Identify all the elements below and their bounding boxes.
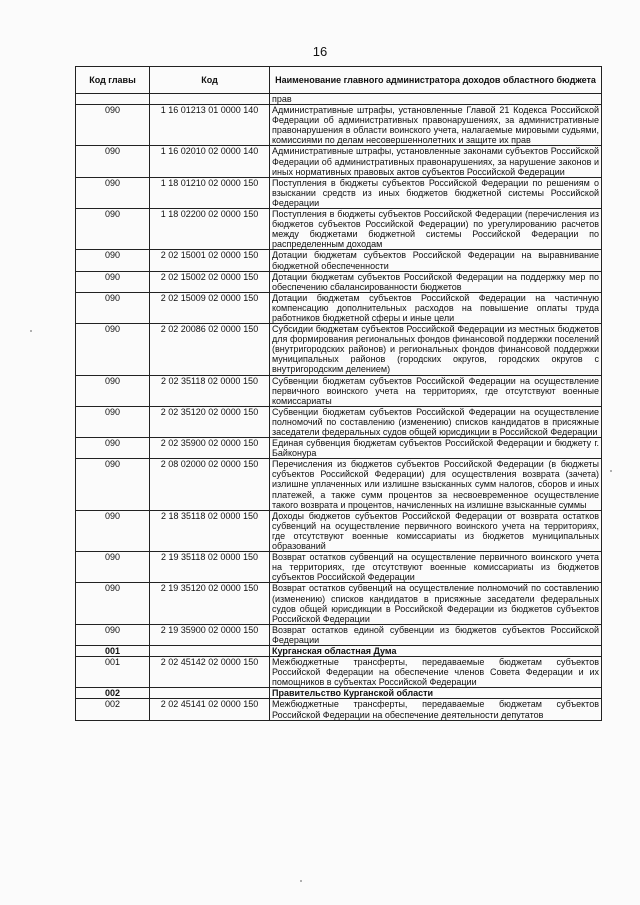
budget-code-cell: 1 16 02010 02 0000 140 xyxy=(150,146,270,177)
administrator-name-cell: Дотации бюджетам субъектов Российской Федерации на частичную компенсацию дополнительных расходов на повышение оплаты труда работников бюджетной сферы и иные цели xyxy=(270,292,602,323)
administrator-name-cell: Субвенции бюджетам субъектов Российской Федерации на осуществление первичного воинского учета на территориях, где отсутствуют военные комиссариаты xyxy=(270,375,602,406)
budget-code-cell: 2 19 35900 02 0000 150 xyxy=(150,624,270,645)
budget-code-cell xyxy=(150,94,270,105)
table-section-row xyxy=(76,645,602,656)
revenue-administrators-table xyxy=(75,66,602,721)
administrator-name-cell: Межбюджетные трансферты, передаваемые бюджетам субъектов Российской Федерации на обеспечение деятельности депутатов xyxy=(270,699,602,720)
administrator-name-cell: Дотации бюджетам субъектов Российской Федерации на поддержку мер по обеспечению сбалансированности бюджетов xyxy=(270,271,602,292)
chapter-code-cell: 090 xyxy=(76,177,150,208)
chapter-code-cell: 090 xyxy=(76,250,150,271)
budget-code-cell: 1 18 01210 02 0000 150 xyxy=(150,177,270,208)
budget-code-cell: 2 02 15002 02 0000 150 xyxy=(150,271,270,292)
budget-code-cell: 1 18 02200 02 0000 150 xyxy=(150,209,270,250)
table-header-row xyxy=(76,67,602,94)
budget-code-cell: 2 02 15001 02 0000 150 xyxy=(150,250,270,271)
scan-speck xyxy=(30,330,32,332)
administrator-name-cell: Поступления в бюджеты субъектов Российской Федерации по решениям о взыскании средств из иных бюджетов бюджетной системы Российской Федерации xyxy=(270,177,602,208)
table-row xyxy=(76,292,602,323)
table-row xyxy=(76,657,602,688)
administrator-name-cell: Межбюджетные трансферты, передаваемые бюджетам субъектов Российской Федерации на обеспечение членов Совета Федерации и их помощников в субъектах Российской Федерации xyxy=(270,657,602,688)
administrator-name-cell: Административные штрафы, установленные Главой 21 Кодекса Российской Федерации об административных правонарушениях, за административные правонарушения в области воинского учета, налагаемые мировыми судьями, комиссиями по делам несовершеннолетних и защите их прав xyxy=(270,105,602,146)
table-section-row xyxy=(76,688,602,699)
chapter-code-cell: 090 xyxy=(76,105,150,146)
header-code: Код xyxy=(150,67,270,94)
chapter-code-cell: 090 xyxy=(76,324,150,375)
budget-code-cell: 2 19 35120 02 0000 150 xyxy=(150,583,270,624)
table-row xyxy=(76,250,602,271)
chapter-code-cell: 090 xyxy=(76,146,150,177)
administrator-name-cell: Курганская областная Дума xyxy=(270,645,602,656)
budget-code-cell: 2 02 45141 02 0000 150 xyxy=(150,699,270,720)
administrator-name-cell: Административные штрафы, установленные законами субъектов Российской Федерации об административных правонарушениях, за нарушение законов и иных нормативных правовых актов субъектов Российской Федерации xyxy=(270,146,602,177)
chapter-code-cell: 090 xyxy=(76,459,150,510)
chapter-code-cell: 090 xyxy=(76,552,150,583)
table-row xyxy=(76,105,602,146)
budget-code-cell: 2 08 02000 02 0000 150 xyxy=(150,459,270,510)
header-chapter-code: Код главы xyxy=(76,67,150,94)
budget-code-cell: 2 02 20086 02 0000 150 xyxy=(150,324,270,375)
budget-code-cell: 2 02 35120 02 0000 150 xyxy=(150,406,270,437)
table-row xyxy=(76,406,602,437)
chapter-code-cell: 002 xyxy=(76,699,150,720)
chapter-code-cell: 090 xyxy=(76,406,150,437)
table-row xyxy=(76,94,602,105)
chapter-code-cell: 090 xyxy=(76,510,150,551)
chapter-code-cell: 001 xyxy=(76,657,150,688)
page-number: 16 xyxy=(312,44,328,59)
table-row xyxy=(76,271,602,292)
chapter-code-cell: 090 xyxy=(76,438,150,459)
administrator-name-cell: Дотации бюджетам субъектов Российской Федерации на выравнивание бюджетной обеспеченности xyxy=(270,250,602,271)
budget-code-cell: 2 02 15009 02 0000 150 xyxy=(150,292,270,323)
table-row xyxy=(76,699,602,720)
table-row xyxy=(76,177,602,208)
budget-code-cell: 2 02 45142 02 0000 150 xyxy=(150,657,270,688)
budget-code-cell xyxy=(150,688,270,699)
scan-speck xyxy=(300,880,302,882)
table-row xyxy=(76,146,602,177)
chapter-code-cell: 090 xyxy=(76,271,150,292)
administrator-name-cell: Перечисления из бюджетов субъектов Российской Федерации (в бюджеты субъектов Российской Федерации) для осуществления возврата (зачета) излишне уплаченных или излишне взысканных сумм налогов, сборов и иных платежей, а также сумм процентов за несвоевременное осуществление такого возврата и процентов, начисленных на излишне взысканные суммы xyxy=(270,459,602,510)
table-row xyxy=(76,209,602,250)
header-administrator-name: Наименование главного администратора доходов областного бюджета xyxy=(270,67,602,94)
administrator-name-cell: Поступления в бюджеты субъектов Российской Федерации (перечисления из бюджетов субъектов Российской Федерации) по урегулированию расчетов между бюджетами бюджетной системы Российской Федерации по распределенным доходам xyxy=(270,209,602,250)
administrator-name-cell: Субсидии бюджетам субъектов Российской Федерации из местных бюджетов для формирования региональных фондов финансовой поддержки поселений (внутригородских районов) и региональных фондов финансовой поддержки муниципальных районов (городских округов, городских округов с внутригородским делением) xyxy=(270,324,602,375)
table-row xyxy=(76,375,602,406)
administrator-name-cell: Субвенции бюджетам субъектов Российской Федерации на осуществление полномочий по составлению (изменению) списков кандидатов в присяжные заседатели федеральных судов общей юрисдикции в Российской Федерации xyxy=(270,406,602,437)
chapter-code-cell: 090 xyxy=(76,292,150,323)
budget-code-cell: 2 02 35118 02 0000 150 xyxy=(150,375,270,406)
chapter-code-cell: 001 xyxy=(76,645,150,656)
administrator-name-cell: Возврат остатков субвенций на осуществление первичного воинского учета на территориях, где отсутствуют военные комиссариаты из бюджетов субъектов Российской Федерации xyxy=(270,552,602,583)
chapter-code-cell: 090 xyxy=(76,209,150,250)
budget-code-cell xyxy=(150,645,270,656)
chapter-code-cell: 090 xyxy=(76,624,150,645)
budget-code-cell: 2 18 35118 02 0000 150 xyxy=(150,510,270,551)
budget-code-cell: 2 19 35118 02 0000 150 xyxy=(150,552,270,583)
table-row xyxy=(76,324,602,375)
scan-speck xyxy=(610,470,612,472)
chapter-code-cell xyxy=(76,94,150,105)
table-body xyxy=(76,94,602,721)
administrator-name-cell: Доходы бюджетов субъектов Российской Федерации от возврата остатков субвенций на осуществление первичного воинского учета на территориях, где отсутствуют военные комиссариаты из бюджетов муниципальных образований xyxy=(270,510,602,551)
administrator-name-cell: Возврат остатков единой субвенции из бюджетов субъектов Российской Федерации xyxy=(270,624,602,645)
chapter-code-cell: 090 xyxy=(76,375,150,406)
budget-code-cell: 1 16 01213 01 0000 140 xyxy=(150,105,270,146)
chapter-code-cell: 090 xyxy=(76,583,150,624)
table-row xyxy=(76,510,602,551)
administrator-name-cell: прав xyxy=(270,94,602,105)
table-row xyxy=(76,438,602,459)
chapter-code-cell: 002 xyxy=(76,688,150,699)
table-row xyxy=(76,552,602,583)
table-row xyxy=(76,624,602,645)
administrator-name-cell: Правительство Курганской области xyxy=(270,688,602,699)
table-row xyxy=(76,583,602,624)
administrator-name-cell: Возврат остатков субвенций на осуществление полномочий по составлению (изменению) списков кандидатов в присяжные заседатели федеральных судов общей юрисдикции в Российской Федерации из бюджетов субъектов Российской Федерации xyxy=(270,583,602,624)
table-row xyxy=(76,459,602,510)
administrator-name-cell: Единая субвенция бюджетам субъектов Российской Федерации и бюджету г. Байконура xyxy=(270,438,602,459)
budget-code-cell: 2 02 35900 02 0000 150 xyxy=(150,438,270,459)
